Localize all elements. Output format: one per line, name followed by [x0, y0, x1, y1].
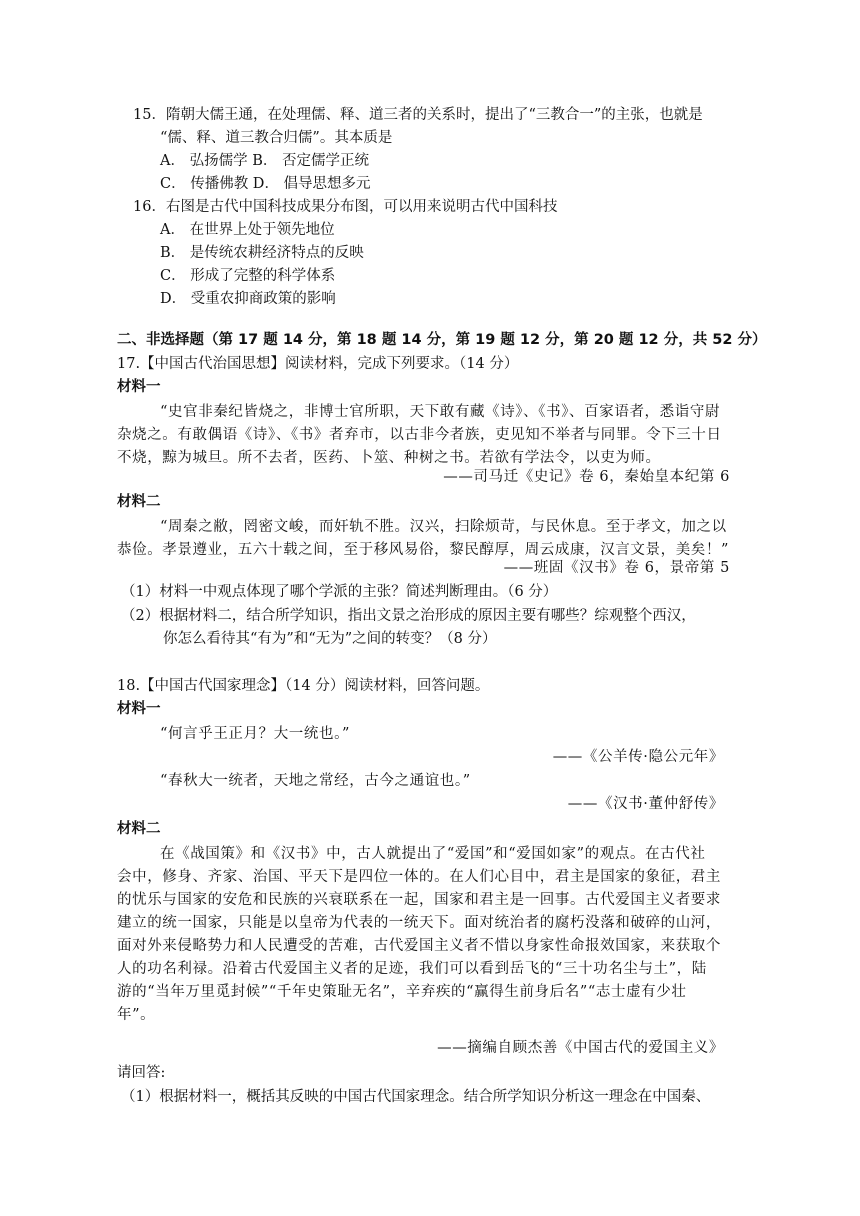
q16-option-b: B． 是传统农耕经济特点的反映 [160, 245, 364, 261]
q16-option-a: A． 在世界上处于领先地位 [160, 222, 335, 238]
q17-material2-source: ——班固《汉书》卷 6，景帝第 5 [503, 560, 730, 576]
q17-material2-label: 材料二 [117, 494, 161, 510]
q17-material1-line3: 不烧，黥为城旦。所不去者，医药、卜筮、种树之书。若欲有学法令，以吏为师。 [117, 450, 661, 466]
q18-material2-para-line8: 年”。 [117, 1007, 156, 1023]
q18-quote2-source: ——《汉书·董仲舒传》 [567, 796, 724, 812]
q17-material1-label: 材料一 [117, 379, 161, 395]
q15-stem-line2: “儒、释、道三教合归儒”。其本质是 [160, 130, 393, 146]
q18-question1: （1）根据材料一，概括其反映的中国古代国家理念。结合所学知识分析这一理念在中国秦、 [121, 1089, 711, 1105]
q15-options-row1: A． 弘扬儒学 B． 否定儒学正统 [160, 153, 369, 169]
q17-material2-line1: “周秦之敝，罔密文峻，而奸轨不胜。汉兴，扫除烦苛，与民休息。至于孝文，加之以 [160, 519, 727, 535]
q18-material2-source: ——摘编自顾杰善《中国古代的爱国主义》 [437, 1040, 724, 1056]
q15-options-row2: C． 传播佛教 D． 倡导思想多元 [160, 176, 371, 192]
q18-material2-para-line7: 游的“当年万里觅封候”“千年史策耻无名”，辛弃疾的“赢得生前身后名”“志士虚有少壮 [117, 984, 687, 1000]
q18-answer-label: 请回答: [117, 1065, 166, 1081]
q18-material2-label: 材料二 [117, 821, 161, 837]
q16-option-d: D． 受重农抑商政策的影响 [160, 291, 336, 307]
q18-material2-para-line5: 面对外来侵略势力和人民遭受的苦难，古代爱国主义者不惜以身家性命报效国家，来获取个 [117, 938, 721, 954]
q17-material1-source: ——司马迁《史记》卷 6，秦始皇本纪第 6 [443, 469, 730, 485]
q17-stem: 17.【中国古代治国思想】阅读材料，完成下列要求。（14 分） [117, 356, 519, 372]
q18-quote1-source: ——《公羊传·隐公元年》 [552, 749, 724, 765]
q18-material2-para-line1: 在《战国策》和《汉书》中，古人就提出了“爱国”和“爱国如家”的观点。在古代社 [160, 846, 706, 862]
q17-question2-line2: 你怎么看待其“有为”和“无为”之间的转变？（8 分） [163, 631, 497, 647]
q18-stem: 18.【中国古代国家理念】（14 分）阅读材料，回答问题。 [117, 678, 490, 694]
q18-quote1: “何言乎王正月？大一统也。” [160, 726, 350, 742]
q17-question1: （1）材料一中观点体现了哪个学派的主张？简述判断理由。（6 分） [121, 584, 558, 600]
q17-question2-line1: （2）根据材料二，结合所学知识，指出文景之治形成的原因主要有哪些？综观整个西汉， [121, 608, 696, 624]
q18-material2-para-line6: 人的功名利禄。沿着古代爱国主义者的足迹，我们可以看到岳飞的“三十功名尘与土”，陆 [117, 961, 707, 977]
q17-material2-line2: 恭俭。孝景遵业，五六十载之间，至于移风易俗，黎民醇厚，周云成康，汉言文景，美矣！” [117, 542, 730, 558]
q18-material2-para-line3: 的忧乐与国家的安危和民族的兴衰联系在一起，国家和君主是一回事。古代爱国主义者要求 [117, 892, 721, 908]
q17-material1-line2: 杂烧之。有敢偶语《诗》、《书》者弃市，以古非今者族，吏见知不举者与同罪。令下三十日 [117, 427, 722, 443]
q16-option-c: C． 形成了完整的科学体系 [160, 268, 336, 284]
section2-title: 二、非选择题（第 17 题 14 分，第 18 题 14 分，第 19 题 12 分，第 20 题 12 分，共 52 分） [117, 332, 767, 348]
q18-material1-label: 材料一 [117, 701, 161, 717]
q18-material2-para-line2: 会中，修身、齐家、治国、平天下是四位一体的。在人们心目中，君主是国家的象征，君主 [117, 869, 721, 885]
q18-material2-para-line4: 建立的统一国家，只能是以皇帝为代表的一统天下。面对统治者的腐朽没落和破碎的山河， [117, 915, 721, 931]
q17-material1-line1: “史官非秦纪皆烧之，非博士官所职，天下敢有藏《诗》、《书》、百家语者，悉诣守尉 [160, 404, 721, 420]
q15-stem-line1: 15．隋朝大儒王通，在处理儒、释、道三者的关系时，提出了“三教合一”的主张，也就是 [133, 107, 703, 123]
q16-stem: 16．右图是古代中国科技成果分布图，可以用来说明古代中国科技 [133, 199, 558, 215]
q18-quote2: “春秋大一统者，天地之常经，古今之通谊也。” [160, 773, 471, 789]
